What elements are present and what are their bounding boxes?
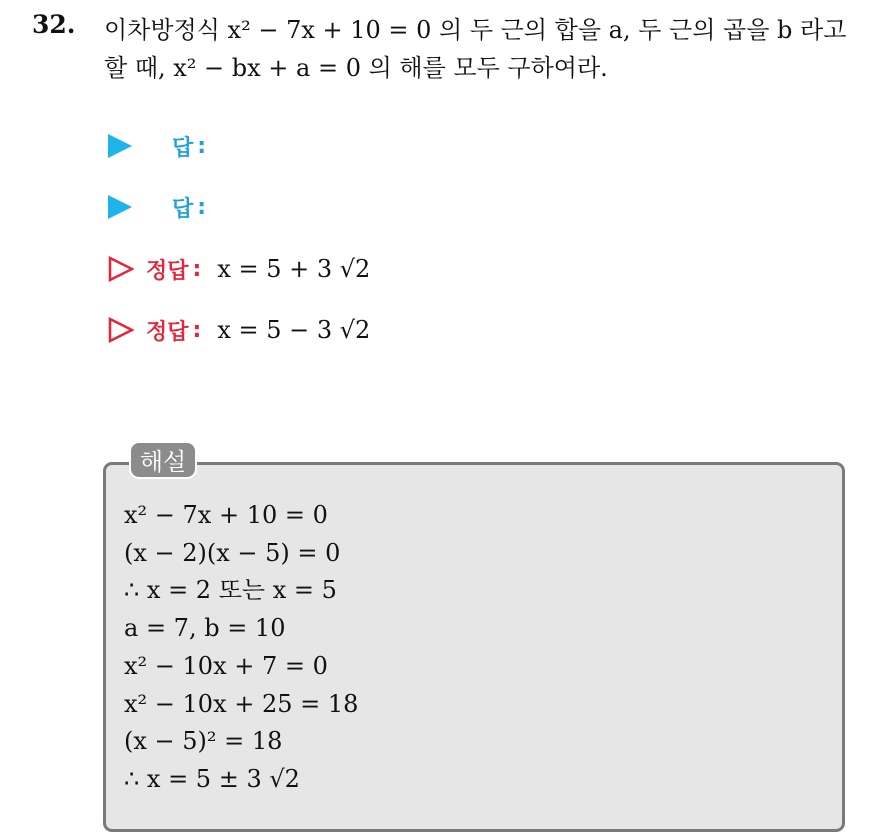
solution-line: x² − 7x + 10 = 0 xyxy=(124,501,328,529)
solution-line: x² − 10x + 7 = 0 xyxy=(124,651,328,680)
question-text xyxy=(104,11,874,87)
solution-line: (x − 5)² = 18 xyxy=(124,727,283,756)
solution-lines xyxy=(124,497,358,799)
outline-triangle-icon xyxy=(108,256,134,282)
answer-row-1 xyxy=(108,128,206,164)
answer-colon: : xyxy=(197,194,207,220)
correct-answer-row-1 xyxy=(108,251,370,287)
answer-label: 답 xyxy=(172,196,194,222)
correct-answer-row-2 xyxy=(108,312,370,348)
correct-answer-label: 정답 xyxy=(146,319,189,345)
solution-title: 해설 xyxy=(129,441,197,479)
correct-answer-label: 정답 xyxy=(146,258,189,284)
question-number: 32. xyxy=(32,10,76,39)
filled-triangle-icon xyxy=(108,195,132,219)
outline-triangle-icon xyxy=(108,317,134,343)
answer-row-2 xyxy=(108,189,206,225)
correct-answer-value: x = 5 − 3 √2 xyxy=(217,316,371,344)
correct-answer-colon: : xyxy=(192,317,202,343)
question-line-1: 이차방정식 x² − 7x + 10 = 0 의 두 근의 합을 a, 두 근의 곱을 b 라고 xyxy=(104,16,847,44)
solution-line: ∴ x = 5 ± 3 √2 xyxy=(124,764,300,793)
answer-label: 답 xyxy=(172,135,194,161)
solution-line: a = 7, b = 10 xyxy=(124,614,286,643)
correct-answer-colon: : xyxy=(192,256,202,282)
answer-colon: : xyxy=(197,133,207,159)
filled-triangle-icon xyxy=(108,134,132,158)
solution-line: ∴ x = 2 또는 x = 5 xyxy=(124,576,337,605)
solution-line: (x − 2)(x − 5) = 0 xyxy=(124,538,341,567)
solution-line: x² − 10x + 25 = 18 xyxy=(124,689,359,718)
correct-answer-value: x = 5 + 3 √2 xyxy=(217,255,371,283)
question-line-2: 할 때, x² − bx + a = 0 의 해를 모두 구하여라. xyxy=(104,54,608,82)
